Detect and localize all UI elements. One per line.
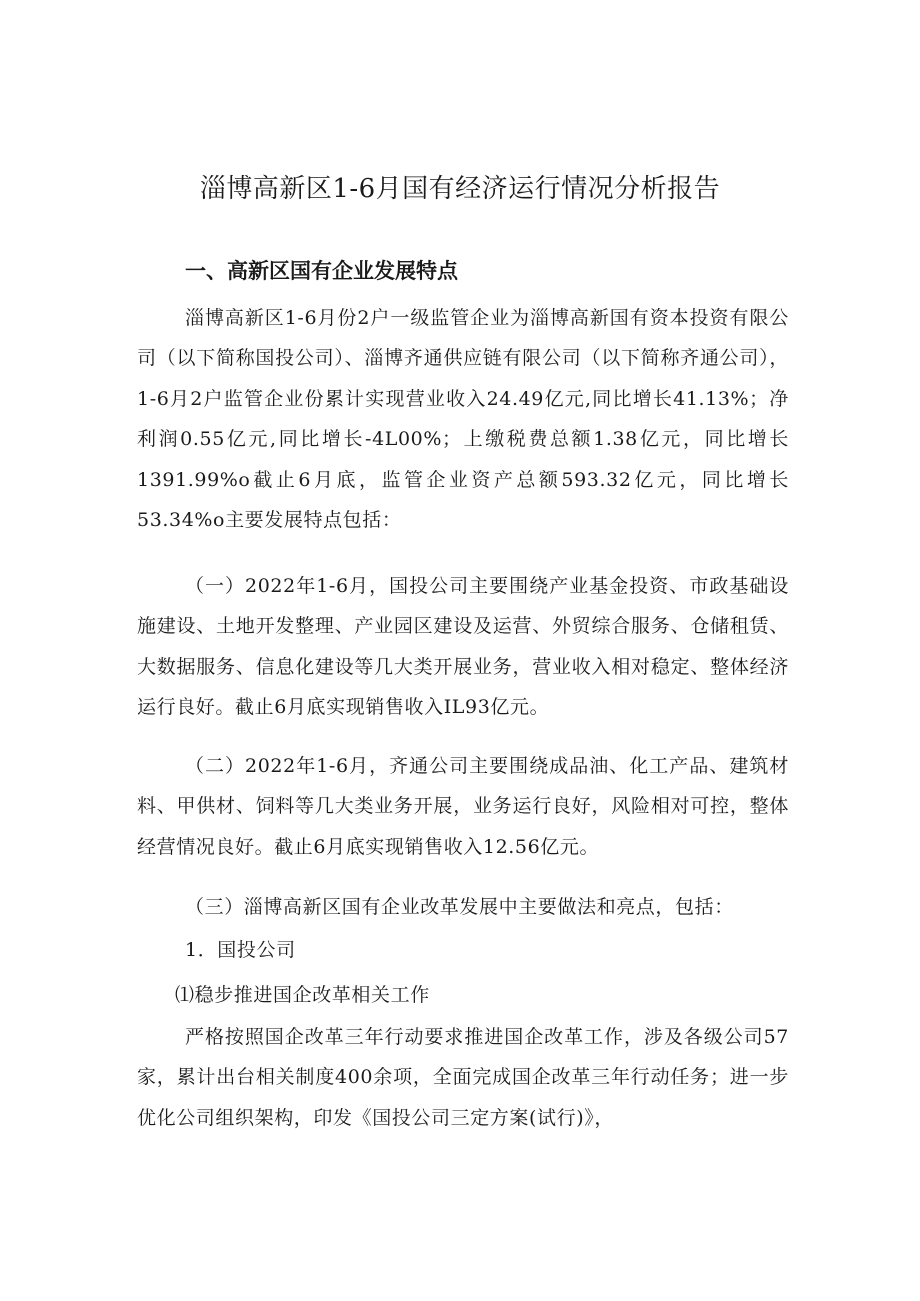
list-item-guotou: 1．国投公司 xyxy=(185,939,296,961)
section-heading: 一、高新区国有企业发展特点 xyxy=(185,259,458,283)
paragraph-reform-detail: 严格按照国企改革三年行动要求推进国企改革工作，涉及各级公司57家，累计出台相关制度400余项，全面完成国企改革三年行动任务；进一步优化公司组织架构，印发《国投公司三定方案(试行)》， xyxy=(137,1026,789,1129)
paragraph-reform-intro: （三）淄博高新区国有企业改革发展中主要做法和亮点，包括： xyxy=(185,896,734,918)
page-title: 淄博高新区1-6月国有经济运行情况分析报告 xyxy=(199,174,721,204)
sub-item-reform: ⑴稳步推进国企改革相关工作 xyxy=(175,984,430,1006)
paragraph-qitong: （二）2022年1-6月，齐通公司主要围绕成品油、化工产品、建筑材料、甲供材、饲料等几大类业务开展，业务运行良好，风险相对可控，整体经营情况良好。截止6月底实现销售收入12.56亿元。 xyxy=(137,755,789,858)
paragraph-overview: 淄博高新区1-6月份2户一级监管企业为淄博高新国有资本投资有限公司（以下简称国投公司）、淄博齐通供应链有限公司（以下简称齐通公司），1-6月2户监管企业份累计实现营业收入24.49亿元,同比增长41.13%；净利润0.55亿元,同比增长-4L00%；上缴税费总额1.38亿元，同比增长1391.99%o截止6月底，监管企业资产总额593.32亿元，同比增长53.34%o主要发展特点包括： xyxy=(137,307,789,532)
paragraph-guotou: （一）2022年1-6月，国投公司主要围绕产业基金投资、市政基础设施建设、土地开发整理、产业园区建设及运营、外贸综合服务、仓储租赁、大数据服务、信息化建设等几大类开展业务，营业收入相对稳定、整体经济运行良好。截止6月底实现销售收入IL93亿元。 xyxy=(137,575,789,719)
